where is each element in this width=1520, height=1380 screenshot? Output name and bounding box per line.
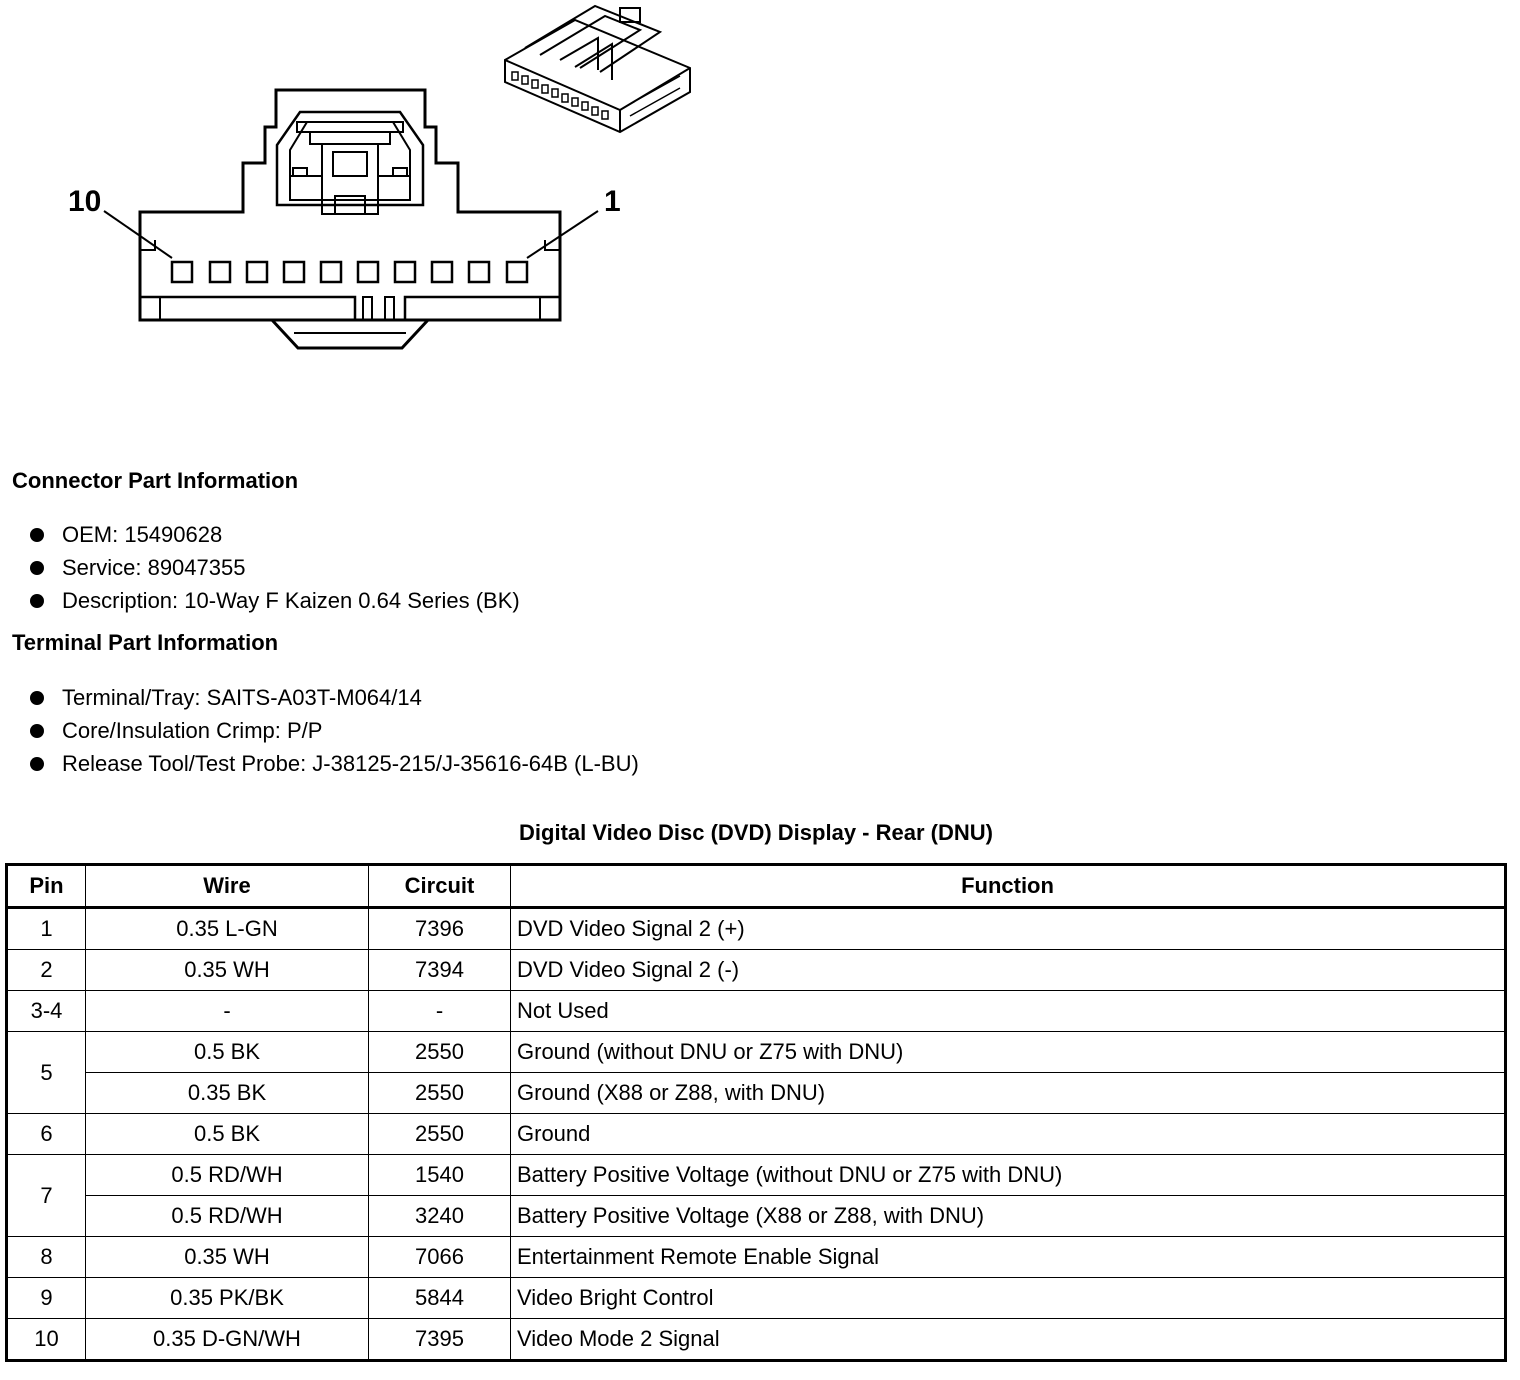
cell-function: Ground (without DNU or Z75 with DNU)	[511, 1032, 1506, 1073]
list-item: Terminal/Tray: SAITS-A03T-M064/14	[28, 681, 639, 714]
cell-pin: 2	[7, 950, 86, 991]
cell-wire: 0.5 BK	[86, 1032, 369, 1073]
cell-pin: 8	[7, 1237, 86, 1278]
cell-pin: 7	[7, 1155, 86, 1237]
connector-info-list	[28, 518, 520, 617]
cell-function: Not Used	[511, 991, 1506, 1032]
cell-wire: 0.35 L-GN	[86, 908, 369, 950]
terminal-info-list	[28, 681, 639, 780]
pinout-table	[5, 863, 1507, 1362]
cell-function: Battery Positive Voltage (without DNU or Z75 with DNU)	[511, 1155, 1506, 1196]
cell-circuit: 2550	[369, 1114, 511, 1155]
cell-pin: 1	[7, 908, 86, 950]
cell-wire: 0.5 BK	[86, 1114, 369, 1155]
table-row	[7, 1114, 1506, 1155]
cell-circuit: 7395	[369, 1319, 511, 1361]
cell-circuit: 7066	[369, 1237, 511, 1278]
table-row	[7, 1073, 1506, 1114]
bullet-icon	[30, 528, 44, 542]
cell-circuit: 7394	[369, 950, 511, 991]
cell-pin: 9	[7, 1278, 86, 1319]
header-function: Function	[511, 865, 1506, 908]
header-pin: Pin	[7, 865, 86, 908]
list-item: Release Tool/Test Probe: J-38125-215/J-35616-64B (L-BU)	[28, 747, 639, 780]
cell-circuit: 7396	[369, 908, 511, 950]
list-item: Description: 10-Way F Kaizen 0.64 Series (BK)	[28, 584, 520, 617]
cell-wire: 0.5 RD/WH	[86, 1196, 369, 1237]
cell-function: Entertainment Remote Enable Signal	[511, 1237, 1506, 1278]
cell-pin: 3-4	[7, 991, 86, 1032]
table-row	[7, 1196, 1506, 1237]
table-row	[7, 1319, 1506, 1361]
table-header-row	[7, 865, 1506, 908]
bullet-icon	[30, 724, 44, 738]
bullet-icon	[30, 594, 44, 608]
cell-wire: 0.35 PK/BK	[86, 1278, 369, 1319]
cell-function: Video Mode 2 Signal	[511, 1319, 1506, 1361]
list-item: Core/Insulation Crimp: P/P	[28, 714, 639, 747]
cell-wire: 0.35 WH	[86, 950, 369, 991]
cell-function: Ground	[511, 1114, 1506, 1155]
cell-circuit: 2550	[369, 1032, 511, 1073]
cell-circuit: 2550	[369, 1073, 511, 1114]
cell-function: DVD Video Signal 2 (+)	[511, 908, 1506, 950]
cell-pin: 10	[7, 1319, 86, 1361]
bullet-icon	[30, 691, 44, 705]
bullet-icon	[30, 561, 44, 575]
table-title: Digital Video Disc (DVD) Display - Rear (DNU)	[519, 820, 993, 845]
cell-circuit: -	[369, 991, 511, 1032]
header-circuit: Circuit	[369, 865, 511, 908]
cell-wire: 0.35 WH	[86, 1237, 369, 1278]
header-wire: Wire	[86, 865, 369, 908]
list-item: OEM: 15490628	[28, 518, 520, 551]
cell-circuit: 5844	[369, 1278, 511, 1319]
cell-wire: 0.5 RD/WH	[86, 1155, 369, 1196]
pin-10-label: 10	[68, 185, 102, 218]
connector-info-title: Connector Part Information	[12, 468, 299, 493]
cell-pin: 6	[7, 1114, 86, 1155]
list-item: Service: 89047355	[28, 551, 520, 584]
cell-pin: 5	[7, 1032, 86, 1114]
cell-circuit: 3240	[369, 1196, 511, 1237]
table-row	[7, 1278, 1506, 1319]
table-row	[7, 991, 1506, 1032]
table-row	[7, 1237, 1506, 1278]
table-row	[7, 1155, 1506, 1196]
cell-wire: 0.35 D-GN/WH	[86, 1319, 369, 1361]
bullet-icon	[30, 757, 44, 771]
cell-function: Video Bright Control	[511, 1278, 1506, 1319]
cell-function: Ground (X88 or Z88, with DNU)	[511, 1073, 1506, 1114]
cell-wire: -	[86, 991, 369, 1032]
cell-wire: 0.35 BK	[86, 1073, 369, 1114]
connector-isometric-icon	[505, 6, 690, 132]
table-row	[7, 908, 1506, 950]
cell-function: Battery Positive Voltage (X88 or Z88, with DNU)	[511, 1196, 1506, 1237]
pin-1-label: 1	[604, 185, 621, 218]
terminal-info-title: Terminal Part Information	[12, 630, 279, 655]
table-row	[7, 1032, 1506, 1073]
cell-function: DVD Video Signal 2 (-)	[511, 950, 1506, 991]
table-row	[7, 950, 1506, 991]
cell-circuit: 1540	[369, 1155, 511, 1196]
